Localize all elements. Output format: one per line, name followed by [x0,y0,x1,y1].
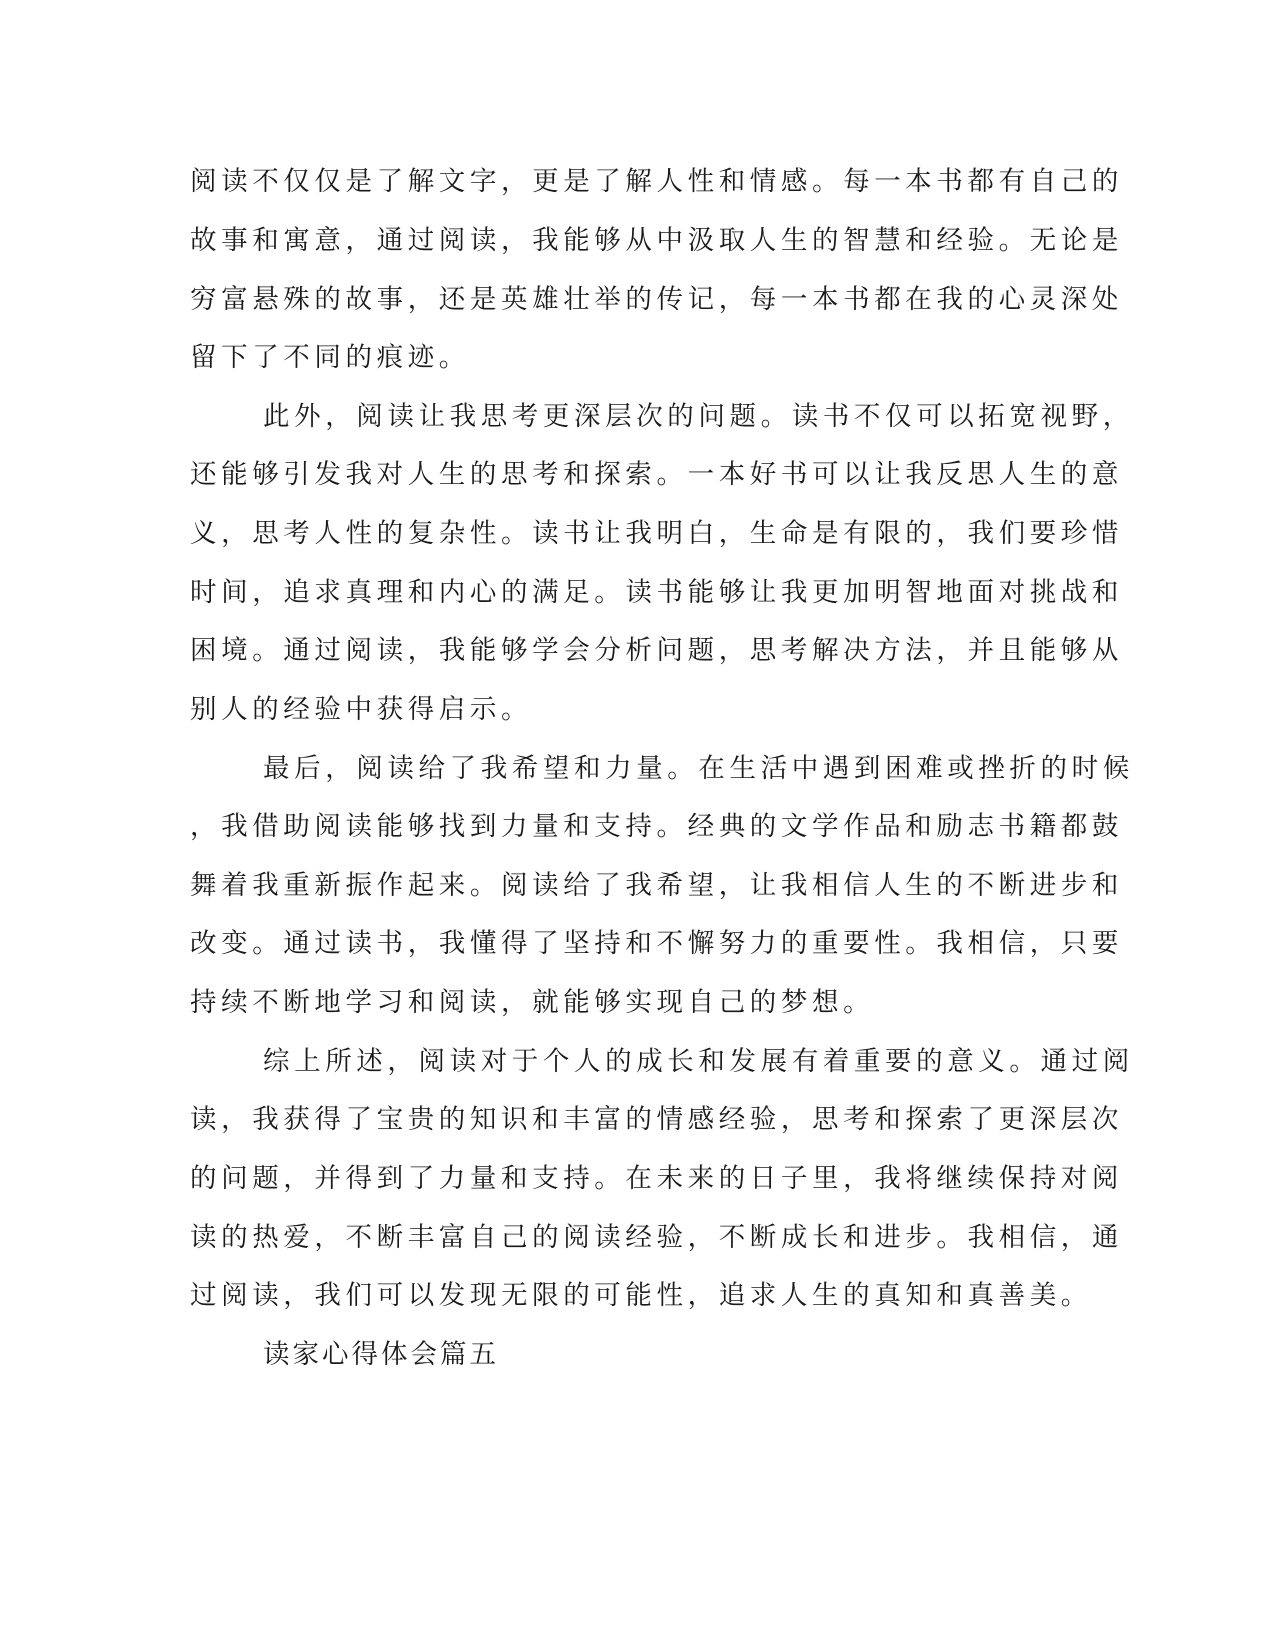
paragraph-line: 综上所述，阅读对于个人的成长和发展有着重要的意义。通过阅 [263,1046,1134,1077]
paragraph-line: 改变。通过读书，我懂得了坚持和不懈努力的重要性。我相信，只要 [190,928,1123,959]
paragraph-line: 留下了不同的痕迹。 [190,342,470,373]
paragraph-line: ，我借助阅读能够找到力量和支持。经典的文学作品和励志书籍都鼓 [190,811,1123,842]
paragraph-line: 困境。通过阅读，我能够学会分析问题，思考解决方法，并且能够从 [190,635,1123,666]
section-heading: 读家心得体会篇五 [263,1339,499,1370]
paragraph-line: 读的热爱，不断丰富自己的阅读经验，不断成长和进步。我相信，通 [190,1222,1123,1253]
paragraph-line: 穷富悬殊的故事，还是英雄壮举的传记，每一本书都在我的心灵深处 [190,284,1123,315]
paragraph-line: 阅读不仅仅是了解文字，更是了解人性和情感。每一本书都有自己的 [190,166,1123,197]
paragraph-line: 故事和寓意，通过阅读，我能够从中汲取人生的智慧和经验。无论是 [190,225,1123,256]
paragraph-line: 还能够引发我对人生的思考和探索。一本好书可以让我反思人生的意 [190,459,1123,490]
paragraph-line: 读，我获得了宝贵的知识和丰富的情感经验，思考和探索了更深层次 [190,1104,1123,1135]
paragraph-line: 舞着我重新振作起来。阅读给了我希望，让我相信人生的不断进步和 [190,870,1123,901]
paragraph-line: 持续不断地学习和阅读，就能够实现自己的梦想。 [190,987,875,1018]
paragraph-line: 此外，阅读让我思考更深层次的问题。读书不仅可以拓宽视野， [263,401,1134,432]
paragraph-line: 义，思考人性的复杂性。读书让我明白，生命是有限的，我们要珍惜 [190,518,1123,549]
paragraph-line: 最后，阅读给了我希望和力量。在生活中遇到困难或挫折的时候 [263,753,1134,784]
paragraph-line: 的问题，并得到了力量和支持。在未来的日子里，我将继续保持对阅 [190,1163,1123,1194]
paragraph-line: 别人的经验中获得启示。 [190,694,533,725]
paragraph-line: 过阅读，我们可以发现无限的可能性，追求人生的真知和真善美。 [190,1280,1092,1311]
paragraph-line: 时间，追求真理和内心的满足。读书能够让我更加明智地面对挑战和 [190,577,1123,608]
